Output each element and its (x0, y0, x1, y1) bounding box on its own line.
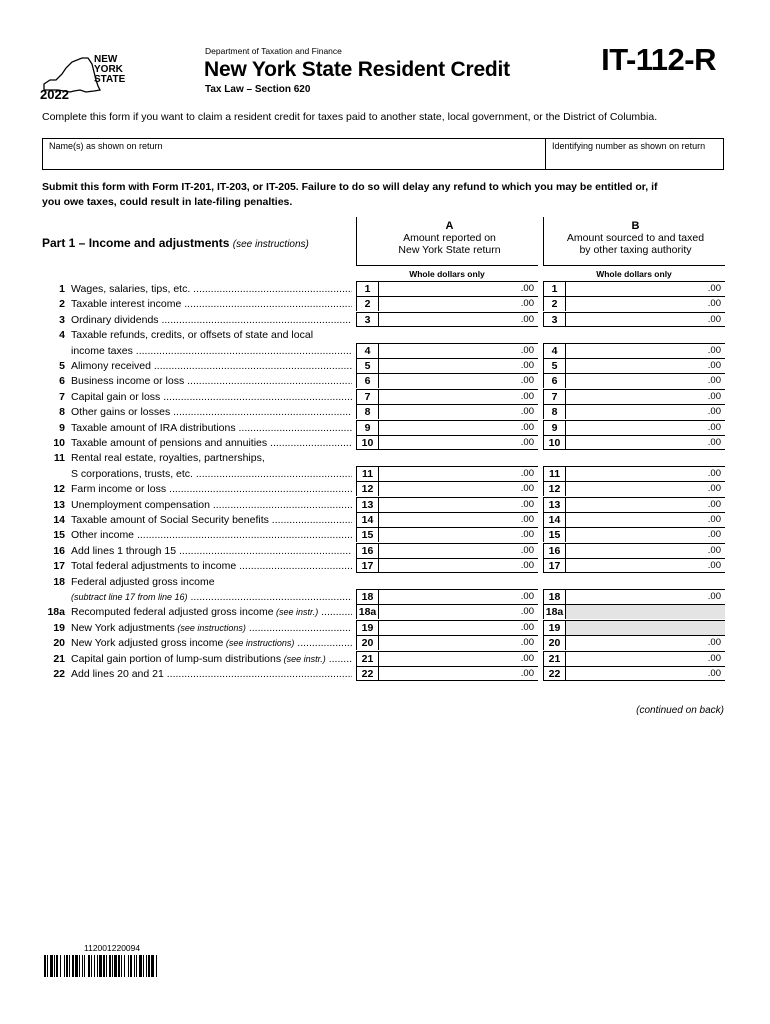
box-line-number: 2 (357, 297, 379, 311)
barcode-bar (69, 955, 70, 977)
line-17-column-a[interactable] (356, 558, 538, 573)
amount-cents: .00 (520, 498, 534, 510)
line-13-column-b[interactable] (543, 497, 725, 512)
line-7-column-a[interactable] (356, 389, 538, 404)
line-note: (see instr.) (281, 653, 326, 664)
line-13-label (42, 498, 352, 513)
amount-cents: .00 (707, 498, 721, 510)
line-2-label (42, 297, 352, 312)
amount-cents: .00 (520, 560, 534, 572)
amount-cents: .00 (520, 421, 534, 433)
box-line-number: 1 (357, 282, 379, 296)
line-note: (see instructions) (174, 622, 246, 633)
box-line-number: 15 (357, 528, 379, 542)
amount-cents: .00 (707, 637, 721, 649)
line-20-column-a[interactable] (356, 635, 538, 650)
barcode-bar (60, 955, 61, 977)
form-number: IT-112-R (601, 42, 716, 77)
line-label: Ordinary dividends (71, 313, 159, 326)
box-line-number: 7 (544, 390, 566, 404)
line-3-label (42, 313, 352, 328)
line-11-column-b[interactable] (543, 466, 725, 481)
line-20-label (42, 636, 352, 651)
intro-text: Complete this form if you want to claim a resident credit for taxes paid to another state, local government, or the District of Columbia. (42, 111, 658, 123)
line-15-column-b[interactable] (543, 527, 725, 542)
line-label: Rental real estate, royalties, partnerships, (71, 452, 265, 465)
box-line-number: 7 (357, 390, 379, 404)
column-a-letter: A (445, 220, 454, 232)
barcode-bar (134, 955, 135, 977)
line-22-column-a[interactable] (356, 666, 538, 681)
form-title: New York State Resident Credit (204, 58, 510, 81)
barcode-bar (109, 955, 111, 977)
column-a-header (356, 220, 543, 256)
box-line-number: 4 (544, 344, 566, 358)
box-line-number: 21 (357, 652, 379, 666)
barcode-bar (124, 955, 125, 977)
amount-cents: .00 (520, 529, 534, 541)
box-line-number: 18 (544, 590, 566, 604)
amount-cents: .00 (520, 483, 534, 495)
amount-cents: .00 (520, 344, 534, 356)
line-19-label (42, 621, 352, 636)
line-2-column-b[interactable] (543, 296, 725, 311)
amount-cents: .00 (520, 406, 534, 418)
amount-cents: .00 (520, 375, 534, 387)
barcode-bar (75, 955, 78, 977)
line-label: Total federal adjustments to income (71, 560, 237, 573)
barcode-bar (94, 955, 95, 977)
barcode-graphic (44, 955, 194, 977)
line-number: 22 (53, 668, 65, 680)
barcode-bar (114, 955, 117, 977)
line-12-column-b[interactable] (543, 481, 725, 496)
barcode-bar (64, 955, 65, 977)
line-21-column-b[interactable] (543, 651, 725, 666)
id-label: Identifying number as shown on return (552, 141, 706, 151)
line-19-column-a[interactable] (356, 620, 538, 635)
amount-cents: .00 (707, 313, 721, 325)
box-line-number: 2 (544, 297, 566, 311)
amount-cents: .00 (520, 360, 534, 371)
line-9-column-a[interactable] (356, 420, 538, 435)
barcode-bar (79, 955, 80, 977)
line-18-column-a[interactable] (356, 589, 538, 604)
line-number: 2 (59, 298, 65, 311)
column-b-line2: by other taxing authority (579, 244, 692, 256)
line-4-column-b[interactable] (543, 343, 725, 358)
box-line-number: 3 (544, 313, 566, 327)
amount-cents: .00 (707, 467, 721, 479)
line-5-label (42, 359, 352, 374)
barcode-bar (44, 955, 46, 977)
line-17-label (42, 559, 352, 574)
line-5-column-a[interactable] (356, 358, 538, 373)
line-17-column-b[interactable] (543, 558, 725, 573)
line-18a-column-b (543, 604, 725, 619)
line-number: 6 (59, 375, 65, 388)
amount-cents: .00 (520, 606, 534, 618)
line-number: 5 (59, 360, 65, 372)
barcode-bar (50, 955, 53, 977)
barcode-bar (136, 955, 137, 977)
amount-cents: .00 (707, 483, 721, 495)
amount-cents: .00 (520, 313, 534, 325)
barcode-bar (97, 955, 98, 977)
box-line-number: 19 (544, 621, 566, 635)
box-line-number: 13 (357, 498, 379, 512)
box-line-number: 3 (357, 313, 379, 327)
line-12-column-a[interactable] (356, 481, 538, 496)
column-b-letter: B (631, 220, 640, 232)
line-number: 3 (59, 313, 65, 326)
line-14-column-b[interactable] (543, 512, 725, 527)
line-9-label (42, 421, 352, 436)
line-18a-label (42, 605, 352, 620)
line-label: Capital gain portion of lump-sum distributions (71, 652, 282, 665)
barcode-bar (151, 955, 154, 977)
barcode-bar (146, 955, 147, 977)
column-b-header (543, 220, 728, 256)
line-6-column-a[interactable] (356, 373, 538, 388)
logo-text-state: STATE (94, 74, 126, 85)
submit-line-2: you owe taxes, could result in late-filing penalties. (42, 196, 293, 208)
line-10-label (42, 436, 352, 451)
box-line-number: 5 (357, 359, 379, 373)
barcode-bar (156, 955, 157, 977)
line-1-column-a[interactable] (356, 281, 538, 296)
line-18a-column-a[interactable] (356, 604, 538, 619)
line-1-column-b[interactable] (543, 281, 725, 296)
continued-note: (continued on back) (636, 705, 724, 716)
line-label: Capital gain or loss (71, 390, 161, 403)
line-8-label (42, 405, 352, 420)
box-line-number: 16 (544, 544, 566, 558)
line-label: Add lines 1 through 15 (71, 544, 177, 557)
box-line-number: 21 (544, 652, 566, 666)
line-number: 8 (59, 406, 65, 419)
line-number: 13 (53, 498, 65, 511)
line-4-column-a[interactable] (356, 343, 538, 358)
line-4-label-continued (42, 344, 352, 359)
amount-cents: .00 (520, 467, 534, 479)
line-note: (see instr.) (273, 607, 319, 618)
box-line-number: 22 (357, 667, 379, 681)
line-number: 14 (53, 514, 65, 526)
line-21-label (42, 652, 352, 667)
line-number: 7 (59, 390, 65, 403)
line-9-column-b[interactable] (543, 420, 725, 435)
barcode-bar (82, 955, 83, 977)
line-label: Taxable amount of IRA distributions (71, 421, 236, 434)
box-line-number: 11 (357, 467, 379, 481)
line-label: Farm income or loss (71, 483, 167, 496)
line-number: 18 (53, 575, 65, 588)
shaded-area (566, 605, 725, 619)
line-label: Recomputed federal adjusted gross income (71, 606, 274, 619)
line-19-column-b (543, 620, 725, 635)
amount-cents: .00 (707, 668, 721, 679)
line-label: Other income (71, 529, 135, 542)
line-7-label (42, 390, 352, 405)
identifying-number-field[interactable] (546, 139, 723, 169)
line-number: 18a (47, 606, 65, 619)
name-id-fields (42, 138, 724, 170)
line-label-continued: (subtract line 17 from line 16) (71, 592, 188, 602)
box-line-number: 11 (544, 467, 566, 481)
line-15-label (42, 528, 352, 543)
line-5-column-b[interactable] (543, 358, 725, 373)
line-10-column-b[interactable] (543, 435, 725, 450)
barcode-bar (118, 955, 120, 977)
column-a-line2: New York State return (398, 244, 501, 256)
amount-cents: .00 (520, 544, 534, 556)
barcode-bar (88, 955, 90, 977)
amount-cents: .00 (707, 529, 721, 541)
line-18-label (42, 575, 352, 590)
line-label-continued: S corporations, trusts, etc. (71, 467, 193, 480)
line-label: Alimony received (71, 360, 151, 372)
amount-cents: .00 (520, 514, 534, 525)
column-b-whole-dollars: Whole dollars only (543, 265, 725, 279)
amount-cents: .00 (520, 390, 534, 402)
line-18-column-b[interactable] (543, 589, 725, 604)
line-label: New York adjusted gross income (71, 637, 224, 650)
line-label: Unemployment compensation (71, 498, 210, 511)
line-18-label-continued (42, 590, 352, 605)
line-16-label (42, 544, 352, 559)
box-line-number: 18a (357, 605, 379, 619)
logo-text-york: YORK (94, 64, 123, 75)
logo-year: 2022 (40, 87, 69, 100)
department-name: Department of Taxation and Finance (205, 46, 342, 56)
amount-cents: .00 (707, 544, 721, 556)
amount-cents: .00 (520, 437, 534, 448)
amount-cents: .00 (707, 421, 721, 433)
amount-cents: .00 (707, 298, 721, 310)
line-number: 4 (59, 329, 65, 342)
shaded-area (566, 621, 725, 635)
line-label: Taxable refunds, credits, or offsets of state and local (71, 329, 314, 342)
barcode-bar (72, 955, 74, 977)
line-number: 12 (53, 483, 65, 496)
barcode-bar (56, 955, 58, 977)
line-label: New York adjustments (71, 621, 175, 634)
line-label: Taxable interest income (71, 298, 182, 311)
line-number: 16 (53, 544, 65, 557)
line-12-label (42, 482, 352, 497)
barcode-bar (112, 955, 113, 977)
line-label-continued: income taxes (71, 344, 133, 357)
amount-cents: .00 (520, 652, 534, 664)
line-3-column-b[interactable] (543, 312, 725, 327)
line-number: 10 (53, 437, 65, 449)
line-number: 15 (53, 529, 65, 542)
line-6-label (42, 374, 352, 389)
line-11-label-continued (42, 467, 352, 482)
line-label: Wages, salaries, tips, etc. (71, 283, 191, 295)
box-line-number: 20 (357, 636, 379, 650)
line-11-label (42, 451, 352, 466)
box-line-number: 9 (544, 421, 566, 435)
barcode-bar (139, 955, 142, 977)
barcode-bar (103, 955, 105, 977)
line-6-column-b[interactable] (543, 373, 725, 388)
box-line-number: 14 (357, 513, 379, 527)
submit-instructions (42, 180, 732, 210)
tax-law-section: Tax Law – Section 620 (205, 84, 311, 95)
line-16-column-b[interactable] (543, 543, 725, 558)
box-line-number: 10 (357, 436, 379, 450)
amount-cents: .00 (707, 390, 721, 402)
amount-cents: .00 (707, 652, 721, 664)
line-label: Taxable amount of pensions and annuities (71, 437, 268, 449)
box-line-number: 15 (544, 528, 566, 542)
line-8-column-a[interactable] (356, 404, 538, 419)
column-a-whole-dollars: Whole dollars only (356, 265, 538, 279)
box-line-number: 4 (357, 344, 379, 358)
line-22-label (42, 667, 352, 682)
box-line-number: 8 (544, 405, 566, 419)
line-10-column-a[interactable] (356, 435, 538, 450)
column-a-line1: Amount reported on (403, 232, 496, 244)
barcode-bar (106, 955, 107, 977)
part1-title: Part 1 – Income and adjustments (42, 236, 230, 250)
barcode-bar (47, 955, 48, 977)
logo-text-new: NEW (94, 54, 118, 65)
line-11-column-a[interactable] (356, 466, 538, 481)
line-label: Taxable amount of Social Security benefits (71, 514, 269, 526)
line-14-column-a[interactable] (356, 512, 538, 527)
amount-cents: .00 (520, 621, 534, 633)
new-york-state-logo (36, 50, 144, 100)
barcode-bar (148, 955, 150, 977)
line-16-column-a[interactable] (356, 543, 538, 558)
names-field[interactable] (43, 139, 546, 169)
line-number: 21 (53, 652, 65, 665)
amount-cents: .00 (520, 283, 534, 294)
amount-cents: .00 (707, 375, 721, 387)
box-line-number: 9 (357, 421, 379, 435)
line-label: Add lines 20 and 21 (71, 668, 164, 680)
amount-cents: .00 (520, 668, 534, 679)
barcode-bar (128, 955, 129, 977)
barcode-bar (66, 955, 68, 977)
barcode-bar (54, 955, 55, 977)
barcode-bar (130, 955, 132, 977)
line-number: 1 (59, 283, 65, 295)
line-number: 9 (59, 421, 65, 434)
column-b-line1: Amount sourced to and taxed (566, 232, 705, 244)
amount-cents: .00 (707, 360, 721, 371)
line-label: Other gains or losses (71, 406, 171, 419)
barcode-bar (143, 955, 144, 977)
line-note: (see instructions) (223, 638, 295, 649)
line-label: Business income or loss (71, 375, 185, 388)
box-line-number: 12 (357, 482, 379, 496)
amount-cents: .00 (707, 591, 721, 602)
barcode-bar (91, 955, 92, 977)
line-number: 17 (53, 560, 65, 573)
line-21-column-a[interactable] (356, 651, 538, 666)
line-1-label (42, 282, 352, 297)
line-3-column-a[interactable] (356, 312, 538, 327)
box-line-number: 20 (544, 636, 566, 650)
barcode-bar (121, 955, 122, 977)
box-line-number: 17 (357, 559, 379, 573)
line-15-column-a[interactable] (356, 527, 538, 542)
barcode-number: 112001220094 (84, 943, 141, 953)
amount-cents: .00 (707, 560, 721, 572)
amount-cents: .00 (707, 514, 721, 525)
line-14-label (42, 513, 352, 528)
line-number: 11 (53, 452, 65, 465)
submit-line-1: Submit this form with Form IT-201, IT-203, or IT-205. Failure to do so will delay any refund to which you may be entitled or, if (42, 181, 658, 193)
box-line-number: 1 (544, 282, 566, 296)
box-line-number: 10 (544, 436, 566, 450)
amount-cents: .00 (707, 283, 721, 294)
box-line-number: 14 (544, 513, 566, 527)
amount-cents: .00 (520, 298, 534, 310)
line-8-column-b[interactable] (543, 404, 725, 419)
line-2-column-a[interactable] (356, 296, 538, 311)
box-line-number: 13 (544, 498, 566, 512)
box-line-number: 18a (544, 605, 566, 619)
part1-instructions: (see instructions) (232, 239, 309, 250)
part1-heading (42, 236, 309, 250)
line-20-column-b[interactable] (543, 635, 725, 650)
line-4-label (42, 328, 352, 343)
amount-cents: .00 (707, 406, 721, 418)
box-line-number: 19 (357, 621, 379, 635)
barcode-bar (84, 955, 85, 977)
box-line-number: 5 (544, 359, 566, 373)
line-7-column-b[interactable] (543, 389, 725, 404)
box-line-number: 8 (357, 405, 379, 419)
line-label: Federal adjusted gross income (71, 575, 215, 588)
line-22-column-b[interactable] (543, 666, 725, 681)
line-number: 20 (53, 637, 65, 650)
amount-cents: .00 (707, 344, 721, 356)
names-label: Name(s) as shown on return (49, 141, 163, 151)
line-number: 19 (53, 621, 65, 634)
box-line-number: 18 (357, 590, 379, 604)
amount-cents: .00 (520, 591, 534, 602)
box-line-number: 17 (544, 559, 566, 573)
box-line-number: 6 (544, 374, 566, 388)
line-13-column-a[interactable] (356, 497, 538, 512)
box-line-number: 16 (357, 544, 379, 558)
box-line-number: 6 (357, 374, 379, 388)
barcode-bar (99, 955, 102, 977)
box-line-number: 12 (544, 482, 566, 496)
box-line-number: 22 (544, 667, 566, 681)
amount-cents: .00 (707, 437, 721, 448)
amount-cents: .00 (520, 637, 534, 649)
